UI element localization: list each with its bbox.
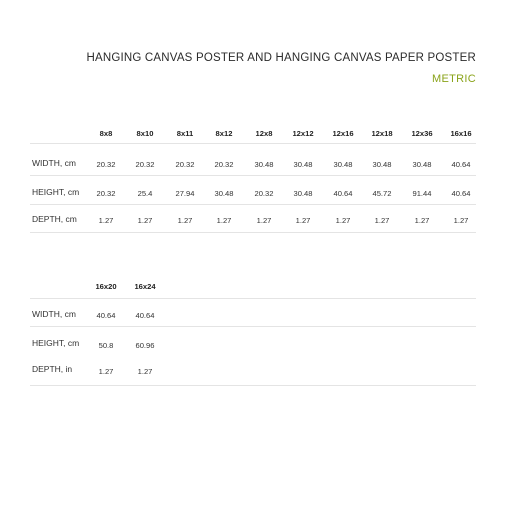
table-cell: 1.27 — [295, 216, 311, 225]
table-cell: 91.44 — [412, 189, 432, 198]
row-divider — [30, 143, 476, 144]
page-title: HANGING CANVAS POSTER AND HANGING CANVAS PAPER POSTER — [86, 52, 476, 64]
table-cell: 1.27 — [374, 216, 390, 225]
row-label: DEPTH, cm — [32, 214, 77, 224]
table-cell: 25.4 — [137, 189, 153, 198]
row-divider — [30, 175, 476, 176]
column-header: 12x12 — [292, 129, 314, 138]
table-cell: 60.96 — [135, 341, 155, 350]
column-header: 8x12 — [215, 129, 233, 138]
row-divider — [30, 385, 476, 386]
table-cell: 30.48 — [214, 189, 234, 198]
table-cell: 20.32 — [135, 160, 155, 169]
column-header: 16x20 — [95, 282, 117, 291]
table-cell: 1.27 — [98, 367, 114, 376]
column-header: 16x24 — [134, 282, 156, 291]
table-cell: 40.64 — [96, 311, 116, 320]
table-cell: 20.32 — [96, 160, 116, 169]
table-cell: 1.27 — [137, 367, 153, 376]
row-divider — [30, 298, 476, 299]
column-header: 12x8 — [255, 129, 273, 138]
row-divider — [30, 232, 476, 233]
table-cell: 50.8 — [98, 341, 114, 350]
table-cell: 1.27 — [216, 216, 232, 225]
row-label: WIDTH, cm — [32, 309, 76, 319]
row-divider — [30, 326, 476, 327]
column-header: 16x16 — [450, 129, 472, 138]
table-cell: 30.48 — [293, 189, 313, 198]
table-cell: 20.32 — [254, 189, 274, 198]
table-cell: 40.64 — [333, 189, 353, 198]
row-divider — [30, 204, 476, 205]
table-cell: 1.27 — [335, 216, 351, 225]
column-header: 12x16 — [332, 129, 354, 138]
table-cell: 20.32 — [175, 160, 195, 169]
table-cell: 1.27 — [414, 216, 430, 225]
table-cell: 30.48 — [372, 160, 392, 169]
table-cell: 30.48 — [254, 160, 274, 169]
table-cell: 20.32 — [214, 160, 234, 169]
table-cell: 1.27 — [453, 216, 469, 225]
table-cell: 30.48 — [412, 160, 432, 169]
table-cell: 45.72 — [372, 189, 392, 198]
table-cell: 20.32 — [96, 189, 116, 198]
row-label: HEIGHT, cm — [32, 187, 80, 197]
table-cell: 30.48 — [333, 160, 353, 169]
table-cell: 40.64 — [135, 311, 155, 320]
column-header: 8x8 — [99, 129, 113, 138]
row-label: WIDTH, cm — [32, 158, 76, 168]
column-header: 8x11 — [176, 129, 194, 138]
table-cell: 30.48 — [293, 160, 313, 169]
table-cell: 40.64 — [451, 189, 471, 198]
table-cell: 1.27 — [256, 216, 272, 225]
column-header: 12x36 — [411, 129, 433, 138]
column-header: 12x18 — [371, 129, 393, 138]
row-label: DEPTH, in — [32, 364, 73, 374]
column-header: 8x10 — [136, 129, 154, 138]
table-cell: 40.64 — [451, 160, 471, 169]
table-cell: 1.27 — [177, 216, 193, 225]
table-cell: 1.27 — [98, 216, 114, 225]
table-cell: 27.94 — [175, 189, 195, 198]
unit-system-label: METRIC — [432, 73, 476, 85]
row-label: HEIGHT, cm — [32, 338, 80, 348]
table-cell: 1.27 — [137, 216, 153, 225]
